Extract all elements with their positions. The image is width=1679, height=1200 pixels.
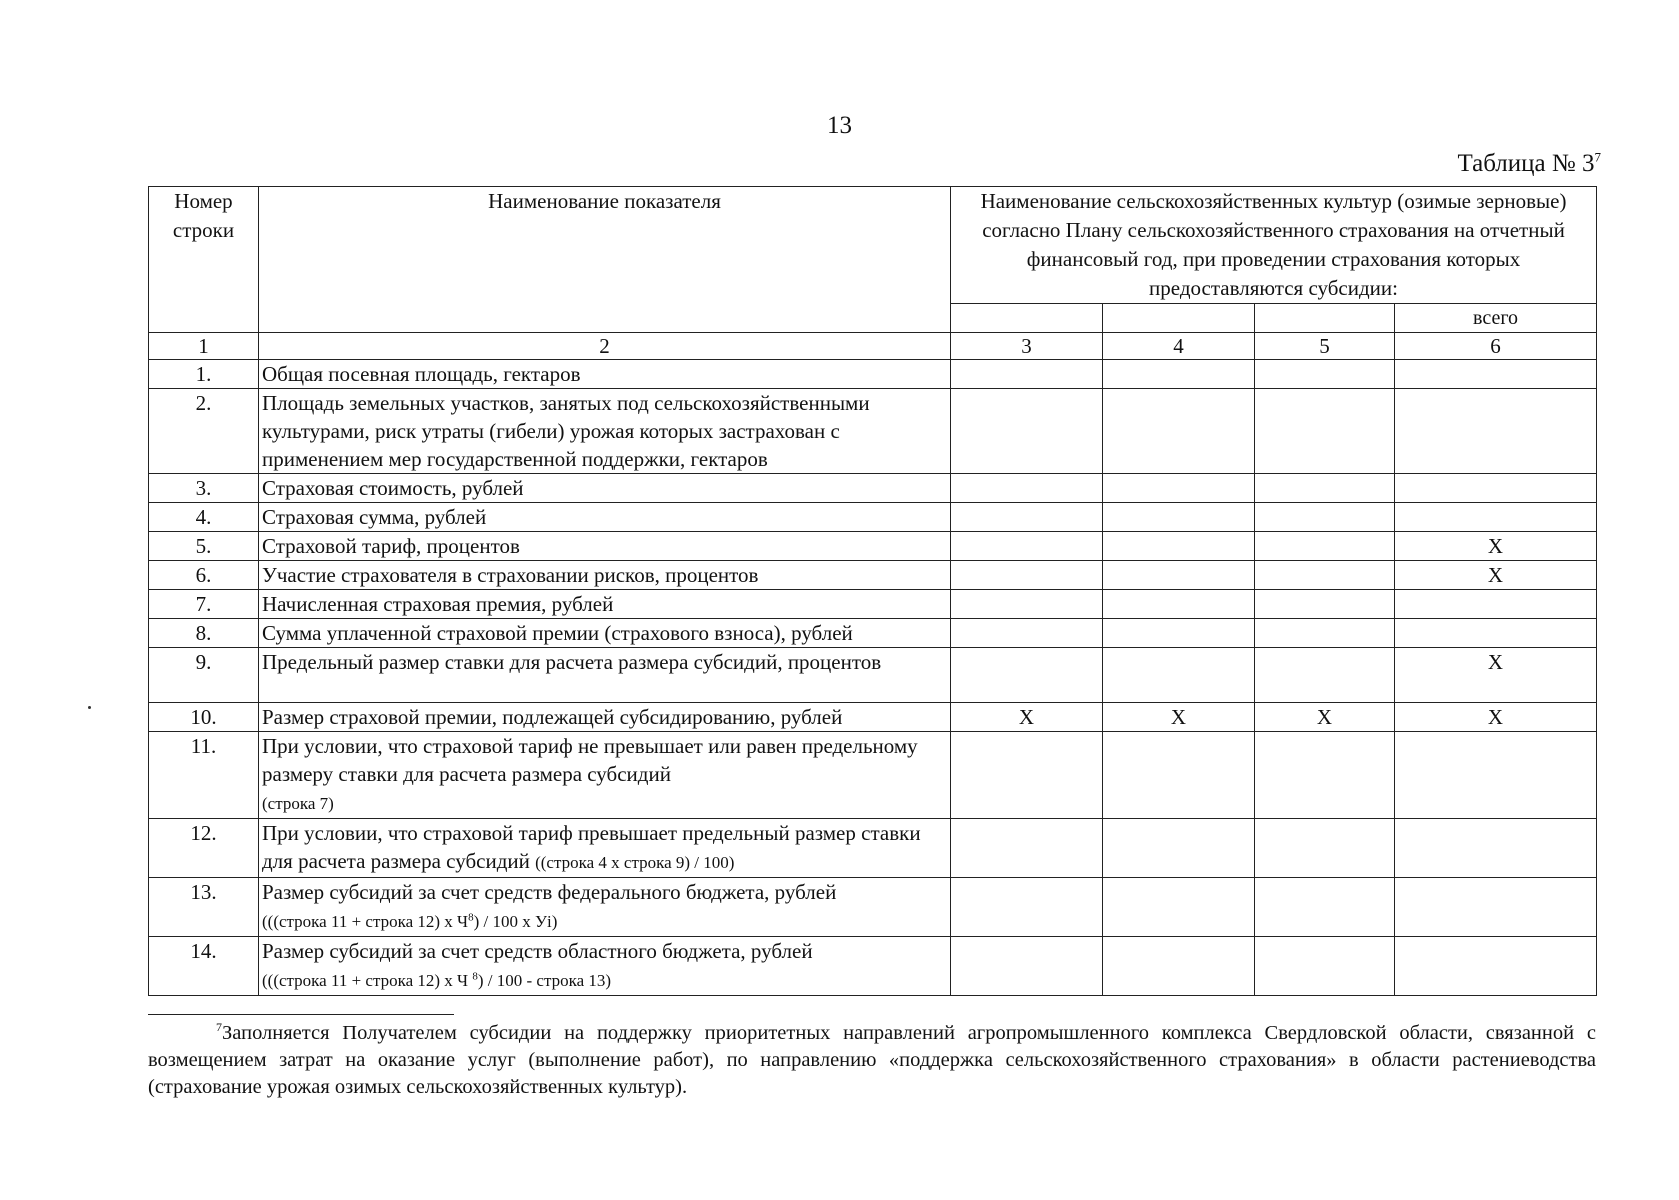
formula-note: ((строка 4 х строка 9) / 100) xyxy=(535,853,735,872)
footnote-text: Заполняется Получателем субсидии на поддержку приоритетных направлений агропромышленного комплекса Свердловской области, связанной с возмещением затрат на оказание услуг (выполнение работ), по направлению «поддержка сельскохозяйственного страхования» в области растениеводства (страхование урожая озимых сельскохозяйственных культур). xyxy=(148,1022,1596,1098)
value-cell xyxy=(1103,819,1255,878)
indicator-name: Общая посевная площадь, гектаров xyxy=(259,360,951,389)
indicator-name-text: Размер субсидий за счет средств федерального бюджета, рублей xyxy=(262,880,837,904)
table-row xyxy=(149,532,1597,561)
value-cell xyxy=(1395,389,1597,474)
row-number: 6. xyxy=(149,561,259,590)
table-row xyxy=(149,878,1597,937)
column-number: 2 xyxy=(259,333,951,360)
row-number: 10. xyxy=(149,703,259,732)
indicator-name: Предельный размер ставки для расчета размера субсидий, процентов xyxy=(259,648,951,703)
header-crop-cell xyxy=(1103,304,1255,333)
value-cell xyxy=(1395,732,1597,819)
column-number: 4 xyxy=(1103,333,1255,360)
row-number: 12. xyxy=(149,819,259,878)
header-crop-cell xyxy=(1255,304,1395,333)
indicator-name: Страховая стоимость, рублей xyxy=(259,474,951,503)
footnote-separator xyxy=(148,1014,454,1015)
header-row-number: Номер строки xyxy=(149,187,259,333)
formula-note-part: (((строка 11 + строка 12) х Ч xyxy=(262,971,473,990)
formula-note: (строка 7) xyxy=(262,794,334,813)
row-number: 11. xyxy=(149,732,259,819)
value-cell xyxy=(1103,648,1255,703)
value-cell xyxy=(1103,389,1255,474)
table-row xyxy=(149,474,1597,503)
value-cell xyxy=(951,937,1103,996)
footnote-ref: 8 xyxy=(468,911,474,924)
footnote-number: 7 xyxy=(216,1020,222,1035)
value-cell xyxy=(1255,732,1395,819)
header-crop-cell xyxy=(951,304,1103,333)
table-row xyxy=(149,590,1597,619)
column-number: 1 xyxy=(149,333,259,360)
indicator-name xyxy=(259,937,951,996)
row-number: 8. xyxy=(149,619,259,648)
row-number: 5. xyxy=(149,532,259,561)
indicator-name: Размер страховой премии, подлежащей субсидированию, рублей xyxy=(259,703,951,732)
value-cell xyxy=(951,389,1103,474)
value-cell xyxy=(1255,590,1395,619)
row-number: 9. xyxy=(149,648,259,703)
indicator-name-text: При условии, что страховой тариф превышает предельный размер ставки для расчета размера субсидий xyxy=(262,821,921,873)
x-mark: X xyxy=(1103,703,1255,732)
indicators-table xyxy=(148,186,1597,996)
value-cell xyxy=(951,819,1103,878)
value-cell xyxy=(1255,532,1395,561)
row-number: 4. xyxy=(149,503,259,532)
formula-note-part: ) / 100 - строка 13) xyxy=(477,971,612,990)
indicator-name: Страховой тариф, процентов xyxy=(259,532,951,561)
indicator-name-text: При условии, что страховой тариф не превышает или равен предельному размеру ставки для расчета размера субсидий xyxy=(262,734,918,786)
table-row xyxy=(149,619,1597,648)
table-row xyxy=(149,937,1597,996)
formula-note xyxy=(262,912,557,931)
value-cell xyxy=(951,474,1103,503)
row-number: 7. xyxy=(149,590,259,619)
footnote-ref: 8 xyxy=(472,970,478,983)
table-row xyxy=(149,703,1597,732)
column-number-row xyxy=(149,333,1597,360)
value-cell xyxy=(951,590,1103,619)
value-cell xyxy=(1103,937,1255,996)
value-cell xyxy=(1255,619,1395,648)
value-cell xyxy=(1103,561,1255,590)
table-row xyxy=(149,819,1597,878)
table-row xyxy=(149,648,1597,703)
value-cell xyxy=(1255,503,1395,532)
table-caption-text: Таблица № 3 xyxy=(1457,150,1595,177)
table-row xyxy=(149,732,1597,819)
table-row xyxy=(149,389,1597,474)
value-cell xyxy=(1103,590,1255,619)
value-cell xyxy=(951,648,1103,703)
value-cell xyxy=(1103,878,1255,937)
value-cell xyxy=(1103,474,1255,503)
value-cell xyxy=(1255,474,1395,503)
value-cell xyxy=(951,561,1103,590)
x-mark: X xyxy=(1255,703,1395,732)
formula-note xyxy=(262,971,611,990)
row-number: 13. xyxy=(149,878,259,937)
value-cell xyxy=(1103,619,1255,648)
indicator-name: Начисленная страховая премия, рублей xyxy=(259,590,951,619)
indicator-name: Страховая сумма, рублей xyxy=(259,503,951,532)
column-number: 6 xyxy=(1395,333,1597,360)
value-cell xyxy=(1395,474,1597,503)
row-number: 2. xyxy=(149,389,259,474)
value-cell xyxy=(1255,561,1395,590)
x-mark: X xyxy=(951,703,1103,732)
page-number: 13 xyxy=(827,112,852,139)
value-cell xyxy=(1255,648,1395,703)
x-mark: X xyxy=(1395,532,1597,561)
indicator-name xyxy=(259,732,951,819)
value-cell xyxy=(951,732,1103,819)
value-cell xyxy=(1395,937,1597,996)
indicator-name xyxy=(259,819,951,878)
header-row xyxy=(149,187,1597,304)
table-row xyxy=(149,561,1597,590)
value-cell xyxy=(1103,732,1255,819)
header-crops: Наименование сельскохозяйственных культур (озимые зерновые) согласно Плану сельскохозяйственного страхования на отчетный финансовый год, при проведении страхования которых предоставляются субсидии: xyxy=(951,187,1597,304)
value-cell xyxy=(1103,532,1255,561)
value-cell xyxy=(1395,360,1597,389)
formula-note-part: ) / 100 х Уі) xyxy=(473,912,558,931)
x-mark: X xyxy=(1395,648,1597,703)
value-cell xyxy=(1103,360,1255,389)
value-cell xyxy=(1103,503,1255,532)
table-caption-footnote-ref: 7 xyxy=(1594,149,1601,165)
value-cell xyxy=(951,360,1103,389)
indicator-name: Сумма уплаченной страховой премии (страхового взноса), рублей xyxy=(259,619,951,648)
indicator-name: Участие страхователя в страховании рисков, процентов xyxy=(259,561,951,590)
x-mark: X xyxy=(1395,703,1597,732)
value-cell xyxy=(951,532,1103,561)
footnote xyxy=(148,1020,1596,1101)
value-cell xyxy=(1395,503,1597,532)
value-cell xyxy=(1255,878,1395,937)
column-number: 5 xyxy=(1255,333,1395,360)
table-row xyxy=(149,360,1597,389)
row-number: 1. xyxy=(149,360,259,389)
value-cell xyxy=(951,619,1103,648)
row-number: 3. xyxy=(149,474,259,503)
value-cell xyxy=(1255,360,1395,389)
x-mark: X xyxy=(1395,561,1597,590)
row-number: 14. xyxy=(149,937,259,996)
value-cell xyxy=(1255,937,1395,996)
table-row xyxy=(149,503,1597,532)
scan-speck xyxy=(88,706,91,709)
table-caption xyxy=(1457,150,1601,178)
column-number: 3 xyxy=(951,333,1103,360)
value-cell xyxy=(1255,389,1395,474)
indicator-name xyxy=(259,878,951,937)
formula-note-part: (((строка 11 + строка 12) х Ч xyxy=(262,912,469,931)
value-cell xyxy=(951,503,1103,532)
value-cell xyxy=(1395,619,1597,648)
indicator-name: Площадь земельных участков, занятых под сельскохозяйственными культурами, риск утраты (гибели) урожая которых застрахован с применением мер государственной поддержки, гектаров xyxy=(259,389,951,474)
header-total: всего xyxy=(1395,304,1597,333)
value-cell xyxy=(1255,819,1395,878)
value-cell xyxy=(951,878,1103,937)
header-indicator-name: Наименование показателя xyxy=(259,187,951,333)
indicator-name-text: Размер субсидий за счет средств областного бюджета, рублей xyxy=(262,939,813,963)
value-cell xyxy=(1395,819,1597,878)
value-cell xyxy=(1395,878,1597,937)
value-cell xyxy=(1395,590,1597,619)
